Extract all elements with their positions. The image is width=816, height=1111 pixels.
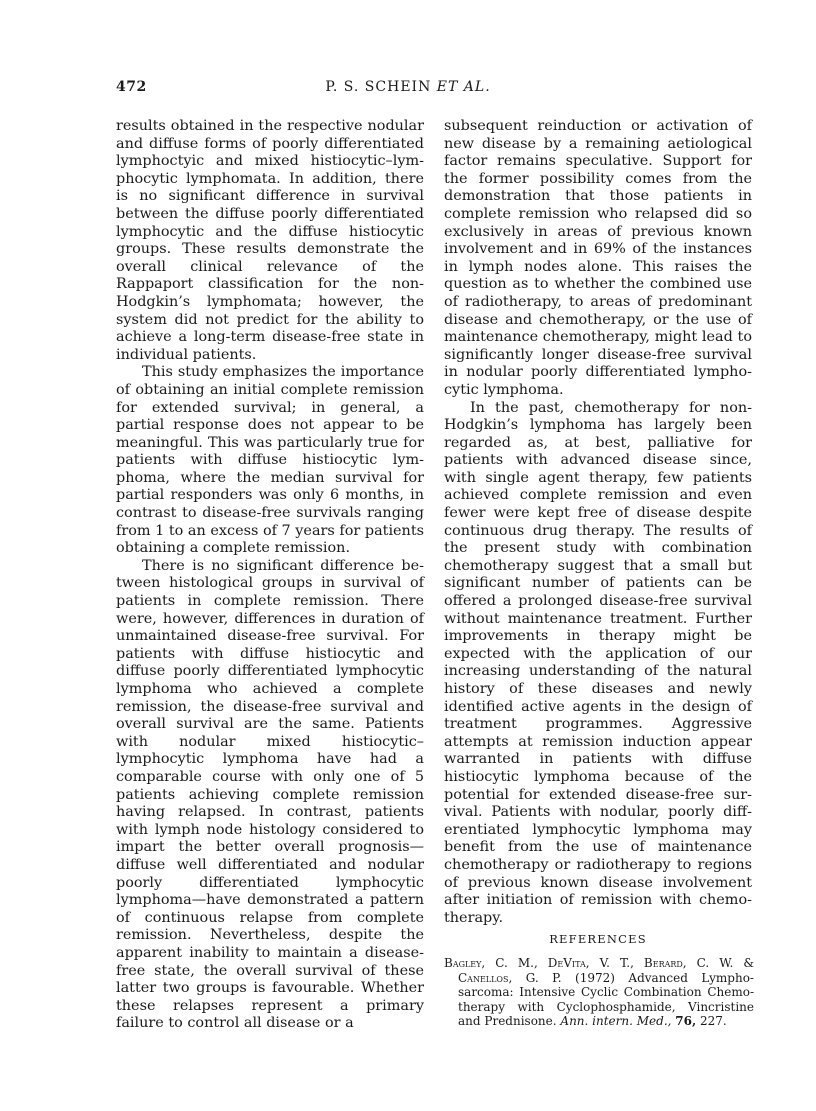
running-head-etal: ET AL. (436, 79, 491, 95)
references-heading: REFERENCES (549, 932, 647, 946)
paragraph: There is no significant difference between histological groups in survival of patients in complete remission. There were, however, differences in duration of unmaintained disease-free survival. For patients with diffuse histiocytic and diffuse poorly differentiated lymphocytic lymphoma who achieved a complete remission, the disease-free survival and overall survival are the same. Patients with nodular mixed histiocytic–lymphocytic lymphoma have had a comparable course with only one of 5 patients achieving complete remission having relapsed. In contrast, patients with lymph node histology considered to impart the better overall prognosis—diffuse well differentiated and nodular poorly differentiated lymphocytic lymphoma—have demonstrated a pattern of continuous relapse from complete remission. Nevertheless, despite the apparent inability to maintain a disease-free state, the overall survival of these latter two groups is favourable. Whether these relapses represent a primary failure to control all disease or a (116, 557, 424, 1032)
running-head (0, 79, 816, 95)
paragraph: results obtained in the respective nodular and diffuse forms of poorly differentiated lymphoctyic and mixed histiocytic–lymphocytic lymphomata. In addition, there is no significant difference in survival between the diffuse poorly differentiated lymphocytic and the diffuse histiocytic groups. These results demonstrate the overall clinical relevance of the Rappaport classification for the non-Hodgkin’s lymphomata; however, the system did not predict for the ability to achieve a long-term disease-free state in individual patients. (116, 118, 424, 363)
reference-authors: Bagley, C. M., DeVita, V. T., Berard, C. W. & Canellos, G. P. (444, 956, 754, 985)
reference-title: Advanced Lymphosarcoma: Intensive Cyclic Combination Chemotherapy with Cyclophosphamide, Vincristine and Prednisone. (458, 970, 754, 1029)
running-head-author: P. S. SCHEIN (325, 79, 432, 95)
reference-year: (1972) (575, 970, 615, 985)
reference-volume: 76, (675, 1014, 697, 1029)
paragraph: This study emphasizes the importance of obtaining an initial complete remission for extended survival; in general, a partial response does not appear to be meaningful. This was particularly true for patients with diffuse histiocytic lymphoma, where the median survival for partial responders was only 6 months, in contrast to disease-free survivals ranging from 1 to an excess of 7 years for patients obtaining a complete remission. (116, 364, 424, 557)
page-number: 472 (116, 79, 147, 95)
paragraph: subsequent reinduction or activation of new disease by a remaining aetiological factor remains speculative. Support for the former possibility comes from the demonstration that those patients in complete remission who relapsed did so exclusively in areas of previous known involvement and in 69% of the instances in lymph nodes alone. This raises the question as to whether the combined use of radiotherapy, to areas of predominant disease and chemotherapy, or the use of maintenance chemotherapy, might lead to significantly longer disease-free survival in nodular poorly differentiated lymphocytic lymphoma. (444, 118, 752, 398)
reference-entry (444, 956, 754, 1029)
right-column (444, 118, 752, 927)
paragraph: In the past, chemotherapy for non-Hodgkin’s lymphoma has largely been regarded as, at best, palliative for patients with advanced disease since, with single agent therapy, few patients achieved complete remission and even fewer were kept free of disease despite continuous drug therapy. The results of the present study with combination chemotherapy suggest that a small but significant number of patients can be offered a prolonged disease-free survival without maintenance treatment. Further improvements in therapy might be expected with the application of our increasing understanding of the natural history of these diseases and newly identified active agents in the design of treatment programmes. Aggressive attempts at remission induction appear warranted in patients with diffuse histiocytic lymphoma because of the potential for extended disease-free survival. Patients with nodular, poorly differentiated lymphocytic lymphoma may benefit from the use of maintenance chemotherapy or radiotherapy to regions of previous known disease involvement after initiation of remission with chemotherapy. (444, 399, 752, 926)
left-column (116, 118, 424, 1033)
reference-journal: Ann. intern. Med., (560, 1014, 672, 1029)
reference-pages: 227. (700, 1014, 727, 1029)
